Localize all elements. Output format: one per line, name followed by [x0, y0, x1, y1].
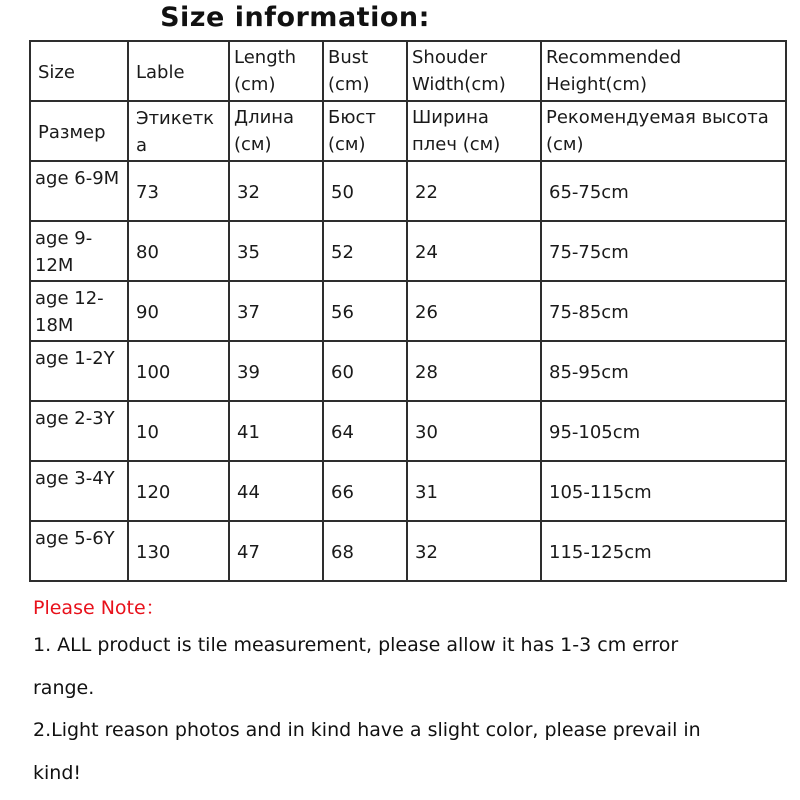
header-length: Length (cm)	[229, 41, 323, 101]
size-cell: age 3-4Y	[30, 461, 128, 521]
height-cell: 115-125cm	[541, 521, 786, 581]
label-cell: 120	[128, 461, 229, 521]
length-cell: 37	[229, 281, 323, 341]
height-cell: 65-75cm	[541, 161, 786, 221]
header-height-ru: Рекомендуемая высота (см)	[541, 101, 786, 161]
size-cell: age 9-12M	[30, 221, 128, 281]
page-title: Size information:	[160, 2, 430, 33]
header-label-ru: Этикетка	[128, 101, 229, 161]
header-shoulder-ru: Ширина плеч (см)	[407, 101, 541, 161]
note-line: 2.Light reason photos and in kind have a slight color, please prevail in	[33, 719, 701, 741]
shoulder-cell: 24	[407, 221, 541, 281]
shoulder-cell: 30	[407, 401, 541, 461]
bust-cell: 66	[323, 461, 407, 521]
size-table	[29, 40, 787, 582]
table-row	[30, 281, 786, 341]
note-line: range.	[33, 677, 95, 699]
length-cell: 41	[229, 401, 323, 461]
header-label: Lable	[128, 41, 229, 101]
shoulder-cell: 22	[407, 161, 541, 221]
header-height: Recommended Height(cm)	[541, 41, 786, 101]
bust-cell: 60	[323, 341, 407, 401]
length-cell: 32	[229, 161, 323, 221]
size-cell: age 1-2Y	[30, 341, 128, 401]
shoulder-cell: 26	[407, 281, 541, 341]
note-heading: Please Note：	[33, 597, 165, 619]
header-length-ru: Длина (см)	[229, 101, 323, 161]
table-row	[30, 341, 786, 401]
header-shoulder: Shouder Width(cm)	[407, 41, 541, 101]
shoulder-cell: 32	[407, 521, 541, 581]
header-bust: Bust (cm)	[323, 41, 407, 101]
length-cell: 35	[229, 221, 323, 281]
table-row	[30, 521, 786, 581]
header-row-russian	[30, 101, 786, 161]
size-cell: age 2-3Y	[30, 401, 128, 461]
height-cell: 75-75cm	[541, 221, 786, 281]
bust-cell: 68	[323, 521, 407, 581]
header-bust-ru: Бюст (см)	[323, 101, 407, 161]
size-cell: age 6-9M	[30, 161, 128, 221]
label-cell: 100	[128, 341, 229, 401]
bust-cell: 56	[323, 281, 407, 341]
label-cell: 10	[128, 401, 229, 461]
bust-cell: 50	[323, 161, 407, 221]
note-line: kind!	[33, 762, 82, 784]
length-cell: 39	[229, 341, 323, 401]
size-cell: age 5-6Y	[30, 521, 128, 581]
table-row	[30, 221, 786, 281]
table-row	[30, 401, 786, 461]
label-cell: 90	[128, 281, 229, 341]
note-line: 1. ALL product is tile measurement, please allow it has 1-3 cm error	[33, 634, 679, 656]
table-row	[30, 461, 786, 521]
label-cell: 80	[128, 221, 229, 281]
shoulder-cell: 31	[407, 461, 541, 521]
header-size: Size	[30, 41, 128, 101]
size-cell: age 12-18M	[30, 281, 128, 341]
label-cell: 73	[128, 161, 229, 221]
table-row	[30, 161, 786, 221]
shoulder-cell: 28	[407, 341, 541, 401]
label-cell: 130	[128, 521, 229, 581]
bust-cell: 52	[323, 221, 407, 281]
bust-cell: 64	[323, 401, 407, 461]
height-cell: 75-85cm	[541, 281, 786, 341]
height-cell: 85-95cm	[541, 341, 786, 401]
header-size-ru: Размер	[30, 101, 128, 161]
header-row-english	[30, 41, 786, 101]
height-cell: 105-115cm	[541, 461, 786, 521]
length-cell: 47	[229, 521, 323, 581]
height-cell: 95-105cm	[541, 401, 786, 461]
length-cell: 44	[229, 461, 323, 521]
